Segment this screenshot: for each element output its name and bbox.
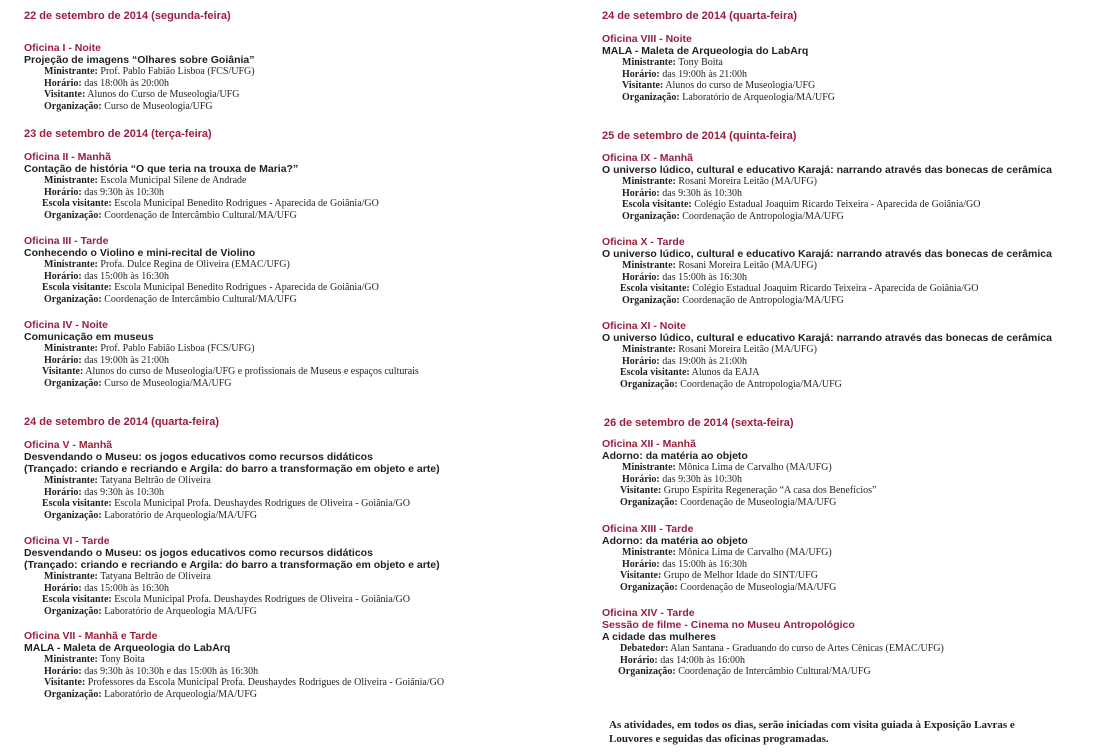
detail-value: Alunos do curso de Museologia/UFG	[663, 80, 816, 92]
detail-value: Colégio Estadual Joaquim Ricardo Teixeira - Aparecida de Goiânia/GO	[689, 283, 979, 295]
detail-label: Organização:	[44, 377, 102, 389]
workshop-name: Conhecendo o Violino e mini-recital de Violino	[24, 247, 256, 259]
detail-label: Organização:	[44, 688, 102, 700]
detail-line	[602, 559, 836, 571]
workshop-name: Comunicação em museus	[24, 331, 154, 343]
detail-line	[602, 547, 836, 559]
detail-line	[24, 594, 440, 606]
detail-line	[24, 101, 584, 113]
detail-label: Visitante:	[620, 570, 662, 582]
detail-value: Mônica Lima de Carvalho (MA/UFG)	[675, 547, 832, 558]
detail-label: Visitante:	[620, 485, 662, 497]
workshop-title: Oficina VIII - Noite	[602, 33, 692, 45]
detail-label: Horário:	[44, 486, 82, 498]
workshop-title: Oficina V - Manhã	[24, 439, 113, 451]
detail-label: Ministrante:	[44, 66, 98, 77]
workshop-subtitle: Sessão de filme - Cinema no Museu Antropológico	[602, 619, 855, 631]
detail-label: Ministrante:	[44, 475, 98, 486]
day-section	[602, 129, 1112, 390]
detail-label: Horário:	[44, 270, 82, 282]
detail-value: Tony Boita	[675, 57, 723, 68]
detail-line	[602, 57, 835, 69]
detail-value: Rosani Moreira Leitão (MA/UFG)	[675, 260, 817, 271]
detail-value: Coordenação de Antropologia/MA/UFG	[677, 378, 842, 390]
detail-label: Ministrante:	[44, 175, 98, 186]
detail-value: das 15:00h às 16:30h	[81, 270, 169, 282]
detail-label: Horário:	[622, 271, 660, 283]
workshop-name: Desvendando o Museu: os jogos educativos como recursos didáticos	[24, 451, 373, 463]
detail-label: Organização:	[622, 91, 680, 103]
detail-line	[602, 344, 1052, 356]
day-section	[24, 9, 584, 112]
detail-value: Laboratório de Arqueologia/MA/UFG	[679, 91, 836, 103]
detail-label: Horário:	[44, 354, 82, 366]
detail-label: Horário:	[622, 473, 660, 485]
detail-value: Escola Municipal Silene de Andrade	[97, 175, 247, 186]
detail-value: Escola Municipal Benedito Rodrigues - Aparecida de Goiânia/GO	[111, 282, 379, 294]
detail-label: Organização:	[44, 605, 102, 617]
detail-value: das 9:30h às 10:30h	[659, 187, 742, 199]
detail-label: Organização:	[620, 378, 678, 390]
detail-label: Ministrante:	[622, 260, 676, 271]
detail-value: Laboratório de Arqueologia/MA/UFG	[101, 688, 258, 700]
detail-line	[24, 355, 419, 367]
detail-line	[602, 295, 1052, 307]
detail-value: Coordenação de Antropologia/MA/UFG	[679, 294, 844, 306]
detail-value: Coordenação de Intercâmbio Cultural/MA/UFG	[675, 666, 871, 678]
detail-value: Mônica Lima de Carvalho (MA/UFG)	[675, 462, 832, 473]
detail-value: Coordenação de Museologia/MA/UFG	[677, 496, 837, 508]
workshop-block	[602, 33, 835, 103]
detail-line	[24, 654, 444, 666]
detail-line	[24, 378, 419, 390]
detail-line	[24, 259, 379, 271]
detail-label: Visitante:	[44, 89, 86, 101]
detail-value: das 19:00h às 21:00h	[659, 355, 747, 367]
detail-line	[602, 643, 944, 655]
detail-value: das 15:00h às 16:30h	[659, 558, 747, 570]
detail-line	[24, 475, 440, 487]
detail-value: Rosani Moreira Leitão (MA/UFG)	[675, 176, 817, 187]
detail-line	[602, 367, 1052, 379]
detail-line	[602, 462, 877, 474]
detail-label: Horário:	[44, 186, 82, 198]
workshop-block	[24, 439, 440, 521]
detail-label: Debatedor:	[620, 643, 669, 654]
day-section	[602, 9, 1112, 103]
detail-line	[24, 583, 440, 595]
day-heading: 22 de setembro de 2014 (segunda-feira)	[24, 10, 231, 22]
detail-value: Coordenação de Museologia/MA/UFG	[677, 581, 837, 593]
detail-label: Organização:	[620, 496, 678, 508]
detail-value: Laboratório de Arqueologia MA/UFG	[101, 605, 257, 617]
detail-line	[24, 187, 379, 199]
workshop-name: MALA - Maleta de Arqueologia do LabArq	[602, 45, 809, 57]
detail-value: Tatyana Beltrão de Oliveira	[97, 571, 211, 582]
day-heading: 25 de setembro de 2014 (quinta-feira)	[602, 130, 797, 142]
workshop-block	[602, 320, 1052, 390]
workshop-name: O universo lúdico, cultural e educativo Karajá: narrando através das bonecas de cerâmica	[602, 248, 1052, 260]
detail-line	[24, 78, 584, 90]
workshop-title: Oficina X - Tarde	[602, 236, 685, 248]
detail-line	[602, 80, 835, 92]
detail-line	[24, 66, 584, 78]
detail-line	[24, 487, 440, 499]
detail-label: Horário:	[44, 665, 82, 677]
detail-label: Organização:	[44, 209, 102, 221]
detail-line	[602, 176, 1052, 188]
detail-line	[602, 283, 1052, 295]
detail-value: Tony Boita	[97, 654, 145, 665]
detail-value: Coordenação de Intercâmbio Cultural/MA/UFG	[101, 209, 297, 221]
workshop-name: Contação de história “O que teria na trouxa de Maria?”	[24, 163, 299, 175]
workshop-name: (Trançado: criando e recriando e Argila: do barro a transformação em objeto e arte)	[24, 463, 440, 475]
workshop-block	[602, 523, 836, 593]
workshop-name: Adorno: da matéria ao objeto	[602, 450, 748, 462]
detail-label: Escola visitante:	[42, 498, 112, 510]
detail-label: Ministrante:	[622, 57, 676, 68]
detail-label: Organização:	[622, 294, 680, 306]
detail-line	[602, 199, 1052, 211]
day-heading: 24 de setembro de 2014 (quarta-feira)	[24, 416, 220, 428]
workshop-title: Oficina III - Tarde	[24, 235, 109, 247]
day-heading: 24 de setembro de 2014 (quarta-feira)	[602, 10, 798, 22]
workshop-block	[24, 630, 444, 700]
detail-value: Grupo Espírita Regeneração “A casa dos Benefícios”	[661, 485, 877, 497]
workshop-title: Oficina IV - Noite	[24, 319, 109, 331]
footer-line: As atividades, em todos os dias, serão iniciadas com visita guiada à Exposição Lavras e	[609, 719, 1015, 731]
detail-label: Visitante:	[42, 366, 84, 378]
detail-label: Ministrante:	[622, 176, 676, 187]
detail-line	[24, 271, 379, 283]
detail-value: Tatyana Beltrão de Oliveira	[97, 475, 211, 486]
detail-line	[24, 606, 440, 618]
detail-label: Horário:	[622, 355, 660, 367]
detail-value: Alan Santana - Graduando do curso de Artes Cênicas (EMAC/UFG)	[668, 643, 944, 654]
workshop-block	[602, 236, 1052, 306]
workshop-block	[602, 607, 944, 678]
detail-line	[602, 666, 944, 678]
detail-line	[602, 69, 835, 81]
detail-label: Horário:	[622, 68, 660, 80]
workshop-block	[24, 319, 419, 389]
detail-label: Organização:	[622, 210, 680, 222]
workshop-title: Oficina XI - Noite	[602, 320, 687, 332]
workshop-name: (Trançado: criando e recriando e Argila: do barro a transformação em objeto e arte)	[24, 559, 440, 571]
detail-line	[24, 210, 379, 222]
workshop-block	[24, 235, 379, 305]
detail-label: Visitante:	[622, 80, 664, 92]
detail-value: Professores da Escola Municipal Profa. Deushaydes Rodrigues de Oliveira - Goiânia/GO	[85, 677, 445, 689]
detail-label: Organização:	[44, 509, 102, 521]
workshop-title: Oficina XII - Manhã	[602, 438, 696, 450]
detail-value: das 9:30h às 10:30h	[659, 473, 742, 485]
workshop-title: Oficina VI - Tarde	[24, 535, 110, 547]
detail-line	[602, 474, 877, 486]
detail-label: Ministrante:	[622, 547, 676, 558]
detail-line	[602, 570, 836, 582]
detail-line	[24, 689, 444, 701]
detail-value: das 15:00h às 16:30h	[659, 271, 747, 283]
day-section	[24, 127, 584, 389]
detail-value: das 14:00h às 16:00h	[657, 654, 745, 666]
day-heading: 26 de setembro de 2014 (sexta-feira)	[604, 417, 794, 429]
detail-value: das 19:00h às 21:00h	[659, 68, 747, 80]
detail-line	[602, 356, 1052, 368]
detail-line	[24, 343, 419, 355]
detail-line	[602, 260, 1052, 272]
detail-line	[24, 510, 440, 522]
workshop-name: A cidade das mulheres	[602, 631, 716, 643]
detail-line	[602, 379, 1052, 391]
detail-line	[24, 175, 379, 187]
detail-line	[602, 497, 877, 509]
detail-line	[602, 211, 1052, 223]
detail-value: das 15:00h às 16:30h	[81, 582, 169, 594]
detail-label: Escola visitante:	[42, 282, 112, 294]
detail-value: Coordenação de Antropologia/MA/UFG	[679, 210, 844, 222]
workshop-title: Oficina II - Manhã	[24, 151, 111, 163]
detail-label: Ministrante:	[622, 344, 676, 355]
workshop-name: Adorno: da matéria ao objeto	[602, 535, 748, 547]
detail-value: Escola Municipal Benedito Rodrigues - Aparecida de Goiânia/GO	[111, 198, 379, 210]
detail-line	[602, 485, 877, 497]
detail-value: das 19:00h às 21:00h	[81, 354, 169, 366]
detail-label: Horário:	[44, 582, 82, 594]
detail-label: Ministrante:	[44, 571, 98, 582]
workshop-block	[602, 152, 1052, 222]
detail-label: Escola visitante:	[42, 198, 112, 210]
detail-label: Organização:	[44, 293, 102, 305]
detail-line	[24, 571, 440, 583]
detail-label: Horário:	[620, 654, 658, 666]
detail-value: das 9:30h às 10:30h	[81, 186, 164, 198]
detail-value: Escola Municipal Profa. Deushaydes Rodrigues de Oliveira - Goiânia/GO	[111, 498, 410, 510]
workshop-name: O universo lúdico, cultural e educativo Karajá: narrando através das bonecas de cerâmica	[602, 332, 1052, 344]
workshop-name: MALA - Maleta de Arqueologia do LabArq	[24, 642, 231, 654]
detail-label: Escola visitante:	[620, 283, 690, 295]
detail-label: Horário:	[622, 187, 660, 199]
detail-label: Horário:	[44, 77, 82, 89]
detail-line	[602, 582, 836, 594]
detail-line	[602, 92, 835, 104]
detail-line	[602, 188, 1052, 200]
workshop-block	[24, 151, 379, 221]
detail-value: das 18:00h às 20:00h	[81, 77, 169, 89]
detail-line	[602, 655, 944, 667]
detail-label: Escola visitante:	[622, 199, 692, 211]
workshop-title: Oficina I - Noite	[24, 42, 102, 54]
detail-label: Ministrante:	[44, 654, 98, 665]
detail-line	[24, 294, 379, 306]
detail-line	[24, 666, 444, 678]
detail-value: Grupo de Melhor Idade do SINT/UFG	[661, 570, 818, 582]
detail-value: Laboratório de Arqueologia/MA/UFG	[101, 509, 258, 521]
day-heading: 23 de setembro de 2014 (terça-feira)	[24, 128, 212, 140]
detail-value: Rosani Moreira Leitão (MA/UFG)	[675, 344, 817, 355]
detail-value: das 9:30h às 10:30h	[81, 486, 164, 498]
detail-value: Alunos do curso de Museologia/UFG e profissionais de Museus e espaços culturais	[83, 366, 419, 378]
detail-value: Prof. Pablo Fabião Lisboa (FCS/UFG)	[97, 343, 255, 354]
detail-line	[24, 677, 444, 689]
detail-label: Ministrante:	[622, 462, 676, 473]
footer-note	[609, 718, 1109, 746]
detail-line	[24, 282, 379, 294]
detail-label: Organização:	[44, 100, 102, 112]
detail-value: das 9:30h às 10:30h e das 15:00h às 16:30h	[81, 665, 259, 677]
workshop-block	[24, 535, 440, 617]
workshop-name: Projeção de imagens “Olhares sobre Goiânia”	[24, 54, 255, 66]
detail-value: Coordenação de Intercâmbio Cultural/MA/UFG	[101, 293, 297, 305]
detail-label: Visitante:	[44, 677, 86, 689]
workshop-block	[602, 438, 877, 508]
detail-value: Colégio Estadual Joaquim Ricardo Teixeira - Aparecida de Goiânia/GO	[691, 199, 981, 211]
workshop-title: Oficina XIII - Tarde	[602, 523, 694, 535]
detail-value: Profa. Dulce Regina de Oliveira (EMAC/UFG)	[97, 259, 290, 270]
detail-label: Ministrante:	[44, 259, 98, 270]
detail-line	[602, 272, 1052, 284]
workshop-block	[24, 42, 584, 112]
detail-label: Organização:	[618, 666, 676, 678]
detail-value: Prof. Pablo Fabião Lisboa (FCS/UFG)	[97, 66, 255, 77]
detail-line	[24, 89, 584, 101]
detail-label: Organização:	[620, 581, 678, 593]
detail-value: Curso de Museologia/MA/UFG	[101, 377, 232, 389]
footer-line: Louvores e seguidas das oficinas programadas.	[609, 733, 829, 745]
workshop-title: Oficina IX - Manhã	[602, 152, 694, 164]
day-section	[24, 415, 584, 700]
workshop-title: Oficina XIV - Tarde	[602, 607, 695, 619]
detail-label: Escola visitante:	[620, 367, 690, 379]
day-section	[602, 416, 1112, 678]
detail-label: Escola visitante:	[42, 594, 112, 606]
detail-line	[24, 366, 419, 378]
detail-value: Alunos da EAJA	[689, 367, 760, 379]
workshop-name: Desvendando o Museu: os jogos educativos como recursos didáticos	[24, 547, 373, 559]
workshop-title: Oficina VII - Manhã e Tarde	[24, 630, 158, 642]
detail-line	[24, 498, 440, 510]
detail-value: Escola Municipal Profa. Deushaydes Rodrigues de Oliveira - Goiânia/GO	[111, 594, 410, 606]
detail-label: Ministrante:	[44, 343, 98, 354]
detail-value: Curso de Museologia/UFG	[101, 100, 213, 112]
detail-value: Alunos do Curso de Museologia/UFG	[85, 89, 240, 101]
detail-line	[24, 198, 379, 210]
detail-label: Horário:	[622, 558, 660, 570]
workshop-name: O universo lúdico, cultural e educativo Karajá: narrando através das bonecas de cerâmica	[602, 164, 1052, 176]
